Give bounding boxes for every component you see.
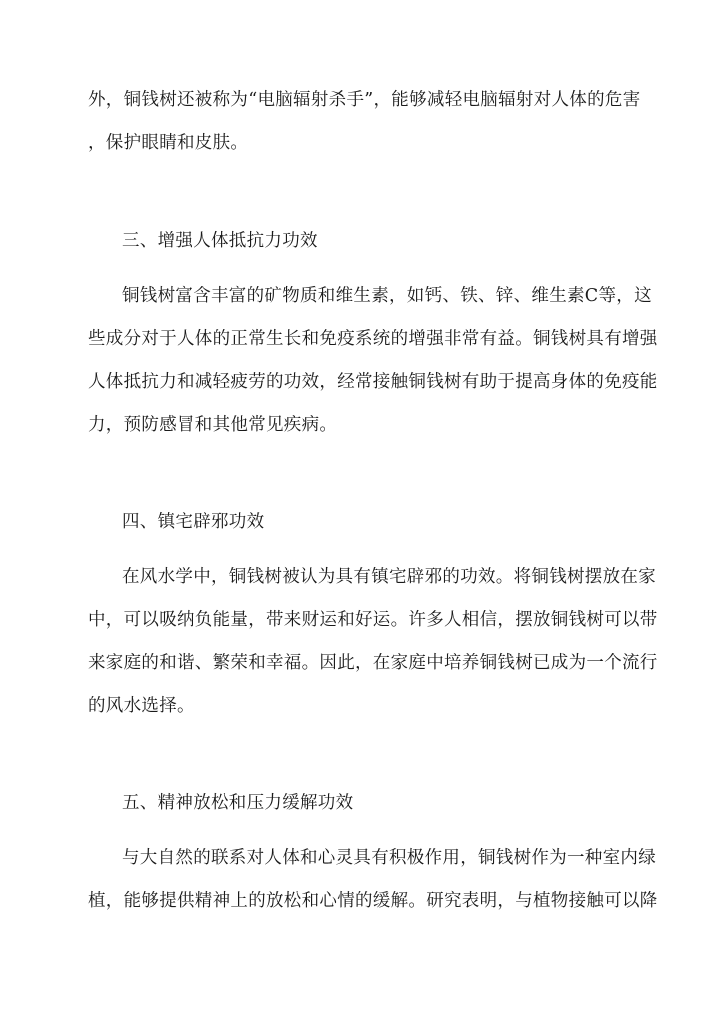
paragraph-line: 些成分对于人体的正常生长和免疫系统的增强非常有益。铜钱树具有增强 <box>88 329 658 349</box>
paragraph-line: 人体抵抗力和减轻疲劳的功效，经常接触铜钱树有助于提高身体的免疫能 <box>88 372 658 392</box>
paragraph-line: 与大自然的联系对人体和心灵具有积极作用，铜钱树作为一种室内绿 <box>122 848 656 868</box>
paragraph-line: 的风水选择。 <box>88 696 195 716</box>
paragraph-line: 铜钱树富含丰富的矿物质和维生素，如钙、铁、锌、维生素C等，这 <box>122 286 652 306</box>
section-heading: 三、增强人体抵抗力功效 <box>122 231 318 251</box>
section-heading: 四、镇宅辟邪功效 <box>122 512 265 532</box>
paragraph-line: 来家庭的和谐、繁荣和幸福。因此，在家庭中培养铜钱树已成为一个流行 <box>88 653 658 673</box>
paragraph-line: 在风水学中，铜钱树被认为具有镇宅辟邪的功效。将铜钱树摆放在家 <box>122 567 656 587</box>
paragraph-line: ，保护眼睛和皮肤。 <box>88 133 249 153</box>
paragraph-line: 力，预防感冒和其他常见疾病。 <box>88 415 338 435</box>
paragraph-line: 中，可以吸纳负能量，带来财运和好运。许多人相信，摆放铜钱树可以带 <box>88 610 658 630</box>
section-heading: 五、精神放松和压力缓解功效 <box>122 793 354 813</box>
paragraph-line: 外，铜钱树还被称为“电脑辐射杀手”，能够减轻电脑辐射对人体的危害 <box>88 90 641 110</box>
paragraph-line: 植，能够提供精神上的放松和心情的缓解。研究表明，与植物接触可以降 <box>88 891 658 911</box>
